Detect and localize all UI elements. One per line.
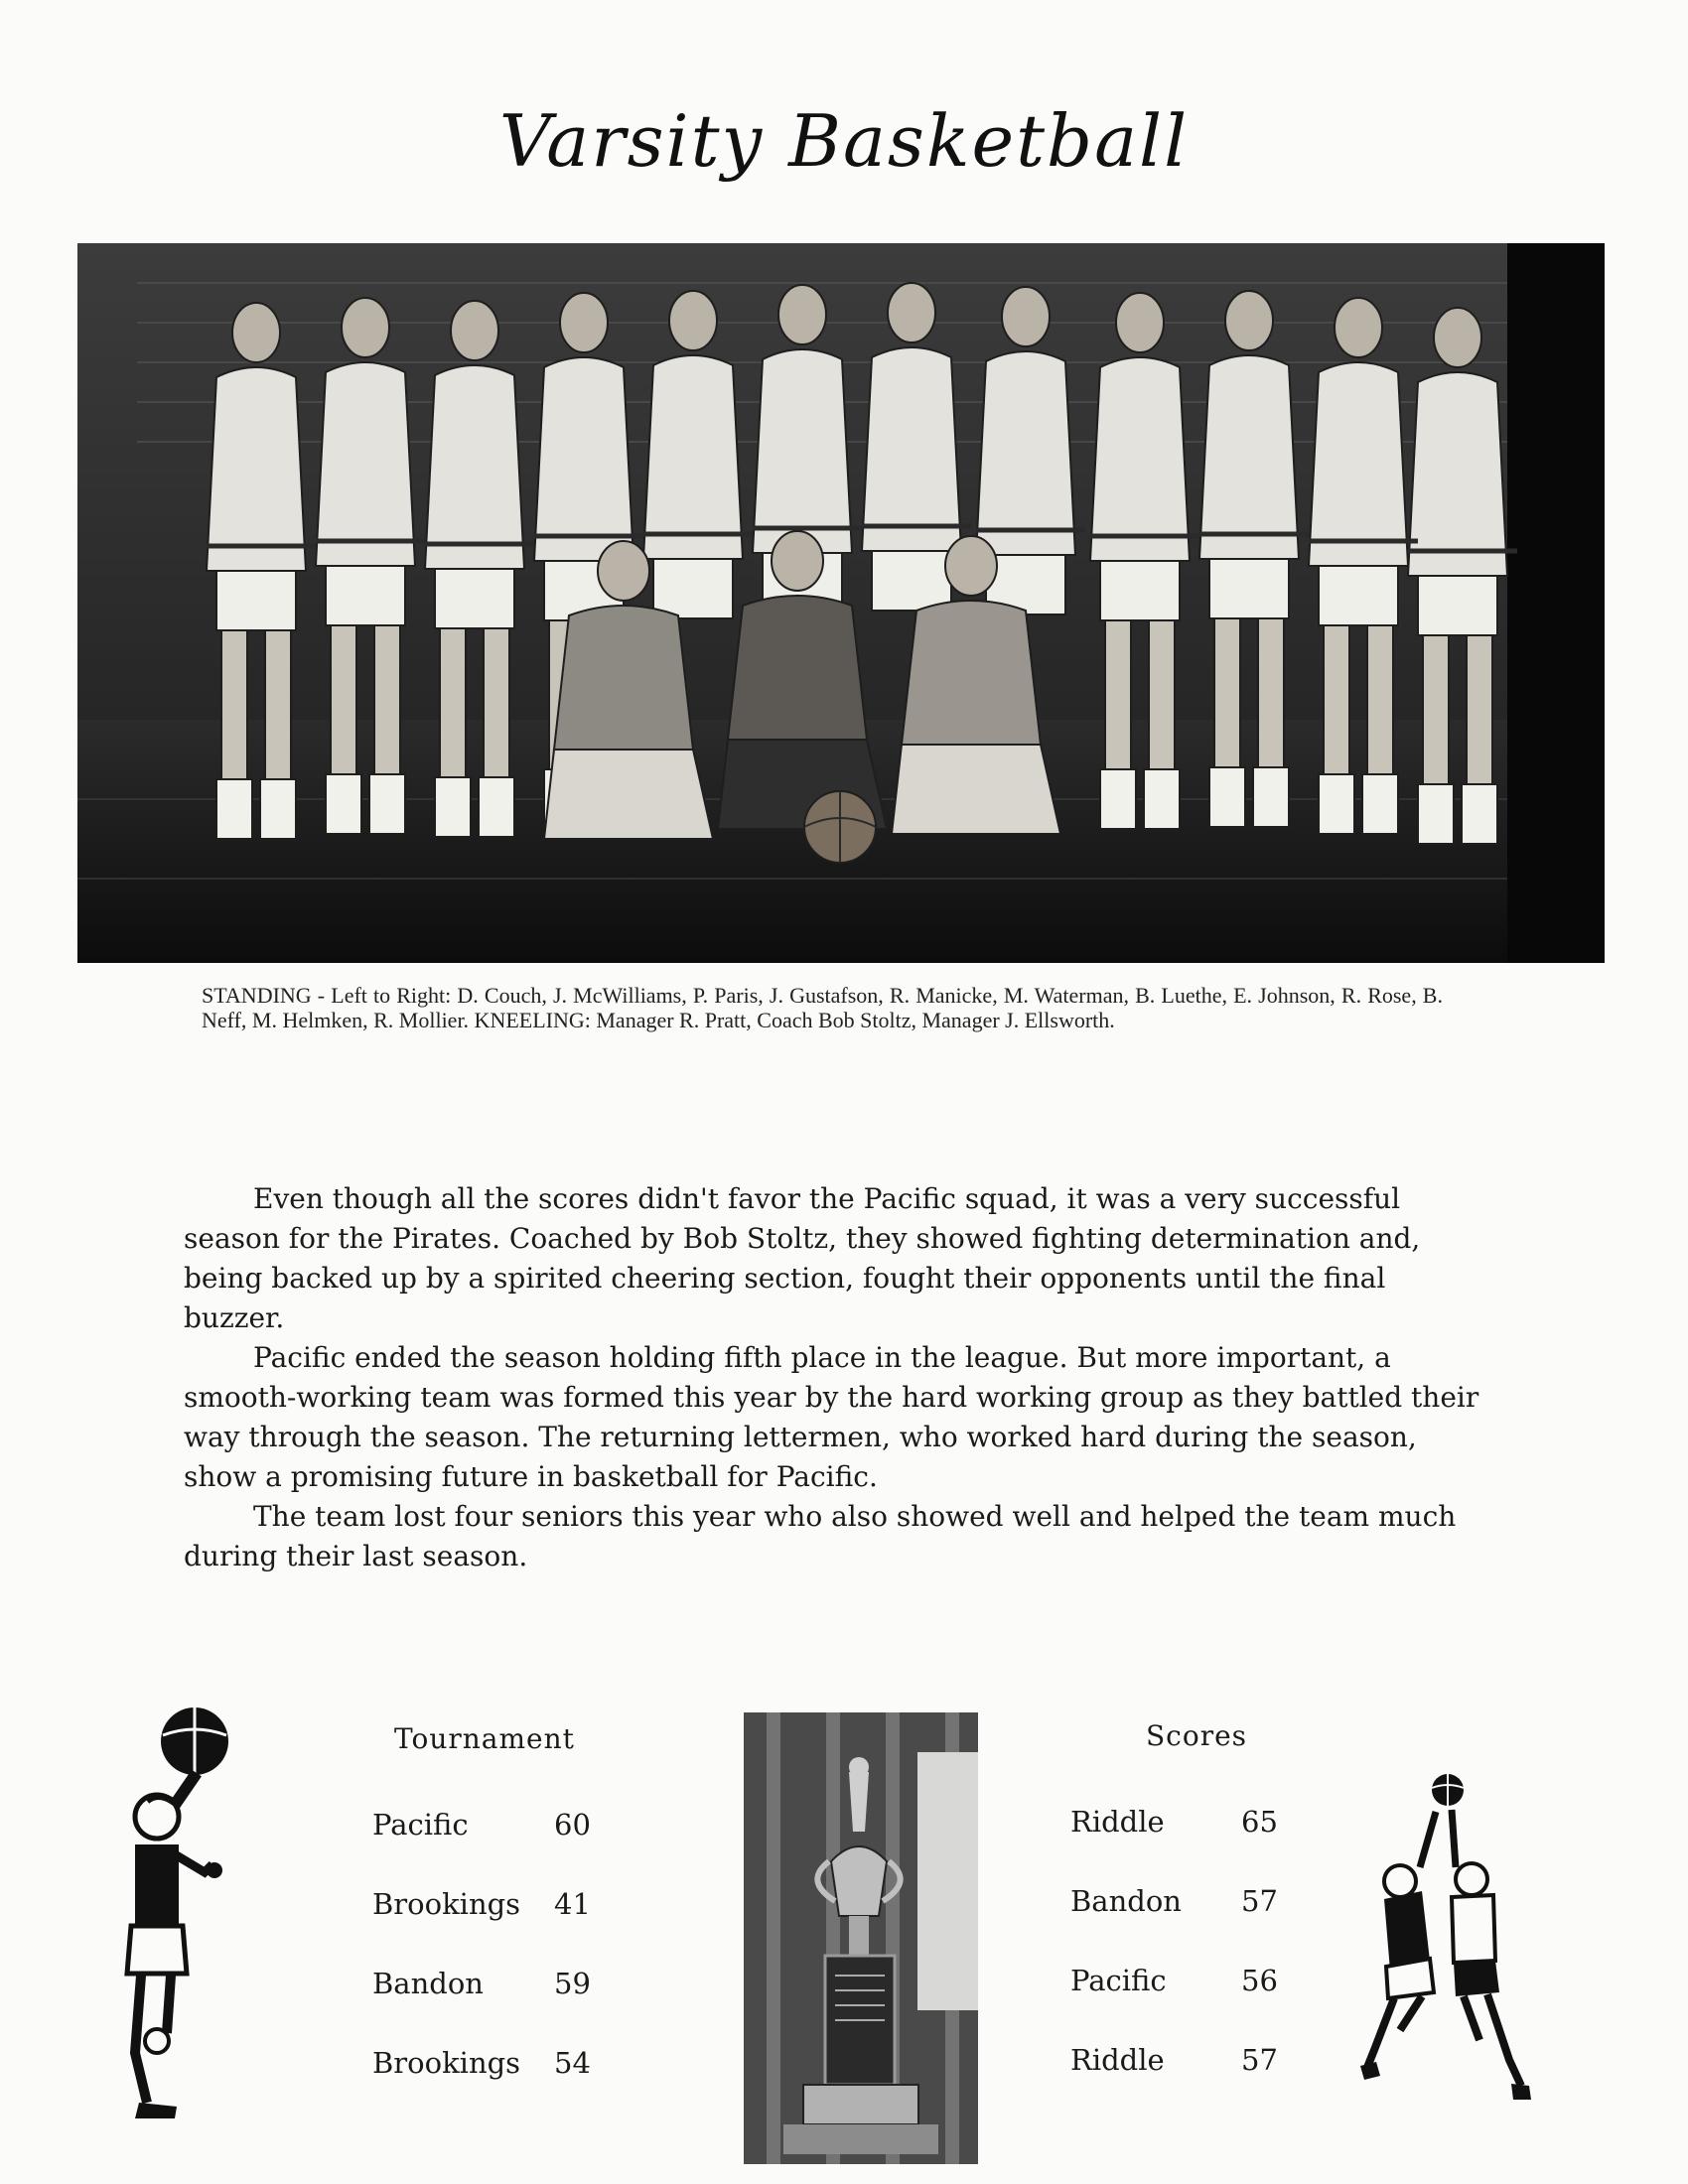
team-photo-illustration <box>77 243 1605 963</box>
team-score: 41 <box>554 1887 591 1921</box>
scores-title: Scores <box>1146 1719 1248 1752</box>
article-body <box>184 1179 1494 1576</box>
team-score: 59 <box>554 1967 591 2000</box>
tournament-title: Tournament <box>394 1722 575 1755</box>
team-score: 57 <box>1241 2043 1278 2077</box>
scores-table <box>1070 1719 1319 2077</box>
team-name: Bandon <box>372 1967 484 2000</box>
paragraph: The team lost four seniors this year who also showed well and helped the team much during their last season. <box>184 1500 1457 1572</box>
team-score: 65 <box>1241 1805 1278 1839</box>
paragraph: Pacific ended the season holding fifth place in the league. But more important, a smooth-working team was formed this year by the hard working group as they battled their way through the season. The returning lettermen, who worked hard during the season, show a promising future in basketball for Pacific. <box>184 1341 1479 1493</box>
team-name: Riddle <box>1070 2043 1165 2077</box>
trophy-icon <box>744 1712 978 2164</box>
team-score: 56 <box>1241 1964 1278 1997</box>
photo-caption: STANDING - Left to Right: D. Couch, J. McWilliams, P. Paris, J. Gustafson, R. Manicke, M. Waterman, B. Luethe, E. Johnson, R. Rose, B. Neff, M. Helmken, R. Mollier. KNEELING: Manager R. Pratt, Coach Bob Stoltz, Manager J. Ellsworth. <box>202 983 1443 1032</box>
trophy-photo <box>744 1712 978 2164</box>
team-name: Brookings <box>372 1887 521 1921</box>
team-name: Pacific <box>372 1808 469 1842</box>
tournament-table <box>372 1722 621 2080</box>
page-title: Varsity Basketball <box>498 99 1190 183</box>
team-name: Bandon <box>1070 1884 1182 1918</box>
team-name: Brookings <box>372 2046 521 2080</box>
team-name: Riddle <box>1070 1805 1165 1839</box>
team-score: 57 <box>1241 1884 1278 1918</box>
team-score: 54 <box>554 2046 591 2080</box>
team-score: 60 <box>554 1808 591 1842</box>
basketball-player-shooting-icon <box>117 1706 236 2122</box>
team-name: Pacific <box>1070 1964 1167 1997</box>
basketball-players-jumping-icon <box>1360 1772 1539 2110</box>
paragraph: Even though all the scores didn't favor the Pacific squad, it was a very successful season for the Pirates. Coached by Bob Stoltz, they showed fighting determination and, being backed up by a spirited cheering section, fought their opponents until the final buzzer. <box>184 1182 1421 1334</box>
team-photo <box>77 243 1605 963</box>
